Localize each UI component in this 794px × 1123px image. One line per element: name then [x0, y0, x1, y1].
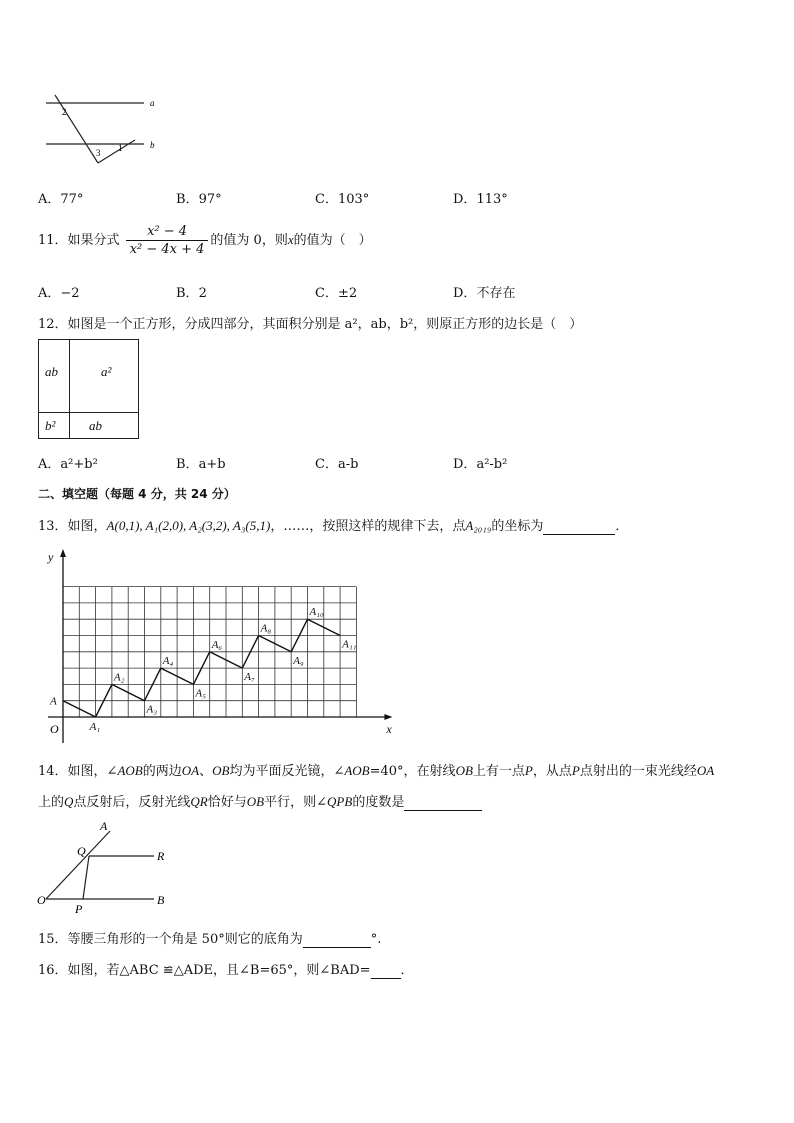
point-label: A₁₀	[309, 606, 324, 619]
y-axis-label: y	[48, 550, 54, 564]
ray-OA	[46, 831, 110, 899]
point-label: A₃	[146, 703, 158, 716]
q11-option-d[interactable]: D．不存在	[453, 286, 516, 301]
label-P: P	[75, 902, 83, 915]
origin-label: O	[50, 722, 59, 736]
q10-option-a[interactable]: A．77°	[38, 192, 84, 207]
label-Q: Q	[77, 844, 86, 858]
square-vertical-divider	[69, 340, 70, 438]
q16-question: 16．如图，若△ABC ≌△ADE，且∠B=65°，则∠BAD= ．	[38, 963, 414, 978]
point-label: A₉	[293, 654, 304, 667]
label-R: R	[157, 849, 165, 863]
x-axis-label: x	[386, 722, 392, 736]
section-title: 二、填空题（每题 4 分，共 24 分）	[38, 487, 236, 501]
q13-question: 13．如图，A(0,1), A₁(2,0), A₂(3,2), A₃(5,1)，……，按照这样的规律下去，点A₂₀₁₉的坐标为 ．	[38, 518, 629, 534]
cell-bottom-right: ab	[89, 418, 102, 433]
label-b: b	[150, 140, 155, 150]
q14-figure	[34, 815, 184, 915]
cell-top-left: ab	[45, 364, 58, 379]
point-label: A	[50, 695, 57, 708]
q12-option-d[interactable]: D．a²-b²	[453, 457, 508, 472]
label-angle3: 3	[96, 148, 101, 158]
cell-bottom-left: b²	[45, 418, 56, 433]
q11-option-a[interactable]: A．−2	[38, 286, 80, 301]
q12-option-a[interactable]: A．a²+b²	[38, 457, 98, 472]
q14-line1: 14．如图，∠AOB的两边OA、OB均为平面反光镜，∠AOB=40°，在射线OB上有一点P，从点P点射出的一束光线经OA	[38, 763, 715, 779]
segment-QP	[83, 856, 89, 899]
y-axis-arrow	[60, 549, 66, 557]
point-label: A₅	[195, 687, 206, 700]
q12-option-c[interactable]: C．a-b	[315, 457, 359, 472]
label-angle2: 2	[62, 107, 67, 117]
q12-square-figure	[38, 339, 139, 439]
q12-question: 12．如图是一个正方形，分成四部分，其面积分别是 a²，ab，b²，则原正方形的边长是（ ）	[38, 317, 583, 332]
cell-top-right: a²	[101, 364, 112, 379]
point-label: A₈	[260, 622, 272, 635]
transversal-left	[55, 95, 98, 163]
q16-answer-blank[interactable]	[371, 963, 401, 979]
x-axis-arrow	[384, 714, 392, 720]
q12-option-b[interactable]: B．a+b	[176, 457, 226, 472]
q14-answer-blank[interactable]	[404, 795, 482, 811]
q15-answer-blank[interactable]	[303, 932, 371, 948]
point-label: A₆	[211, 638, 223, 651]
square-horizontal-divider	[39, 412, 138, 413]
q10-option-c[interactable]: C．103°	[315, 192, 370, 207]
q10-option-b[interactable]: B．97°	[176, 192, 222, 207]
q10-figure	[40, 92, 170, 164]
label-B: B	[157, 893, 165, 907]
label-angle1: 1	[118, 143, 123, 153]
point-label: A₇	[244, 671, 255, 684]
point-label: A₂	[113, 671, 125, 684]
label-A: A	[100, 819, 108, 833]
q13-grid-chart	[40, 545, 410, 745]
point-label: A₁₁	[342, 638, 357, 651]
q11-option-b[interactable]: B．2	[176, 286, 207, 301]
point-label: A₄	[162, 655, 174, 668]
label-O: O	[37, 893, 46, 907]
point-label: A₁	[89, 721, 101, 733]
q10-option-d[interactable]: D．113°	[453, 192, 508, 207]
q14-line2: 上的Q点反射后，反射光线QR恰好与OB平行，则∠QPB的度数是	[38, 791, 482, 811]
q11-question: 11．如果分式 $\frac{\text{x² − 4}}{\text{x² − 4x + 4}}$ 的值为 0，则x的值为（ ）	[38, 224, 372, 257]
q11-fraction: $\frac{\text{x² − 4}}{\text{x² − 4x + 4}}$	[126, 224, 209, 257]
label-a: a	[150, 98, 155, 108]
q11-option-c[interactable]: C．±2	[315, 286, 358, 301]
q13-answer-blank[interactable]	[543, 519, 615, 535]
q15-question: 15．等腰三角形的一个角是 50°则它的底角为 °.	[38, 932, 382, 947]
